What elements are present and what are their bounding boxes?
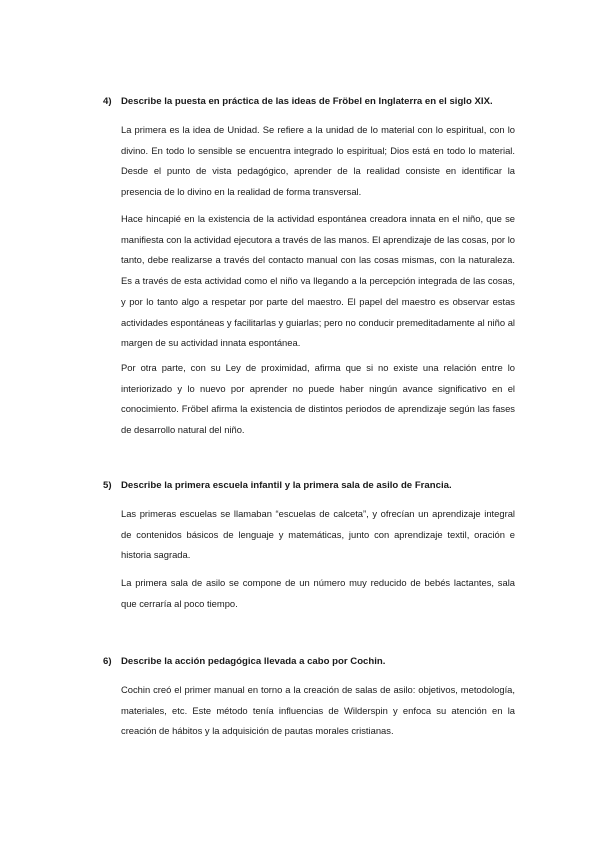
question-4-number: 4) (103, 96, 112, 107)
question-6-title: Describe la acción pedagógica llevada a cabo por Cochin. (121, 656, 386, 667)
question-4-title: Describe la puesta en práctica de las ideas de Fröbel en Inglaterra en el siglo XIX. (121, 96, 493, 107)
question-4-paragraph-1: La primera es la idea de Unidad. Se refiere a la unidad de lo material con lo espiritual, con lo divino. En todo lo sensible se encuentra integrado lo espiritual; Dios está en todo lo material. Desde el punto de vista pedagógico, aprender de la realidad consiste en identificar la presencia de lo divino en la realidad de forma transversal. (121, 124, 515, 198)
question-4-paragraph-2: Hace hincapié en la existencia de la actividad espontánea creadora innata en el niño, que se manifiesta con la actividad ejecutora a través de las manos. El aprendizaje de las cosas, por lo tanto, debe realizarse a través del contacto manual con las cosas mismas, con la naturaleza. Es a través de esta actividad como el niño va llegando a la percepción integrada de las cosas, y por lo tanto algo a respetar por parte del maestro. El papel del maestro es observar estas actividades espontáneas y facilitarlas y guiarlas; pero no conducir premeditadamente al niño al margen de su actividad innata espontánea. (121, 213, 515, 349)
question-5-title: Describe la primera escuela infantil y la primera sala de asilo de Francia. (121, 480, 452, 491)
question-5-paragraph-2: La primera sala de asilo se compone de un número muy reducido de bebés lactantes, sala que cerraría al poco tiempo. (121, 577, 515, 609)
question-5-paragraph-1: Las primeras escuelas se llamaban “escuelas de calceta”, y ofrecían un aprendizaje integral de contenidos básicos de lenguaje y matemáticas, junto con aprendizaje textil, oración e historia sagrada. (121, 508, 515, 561)
question-4-paragraph-3: Por otra parte, con su Ley de proximidad, afirma que si no existe una relación entre lo interiorizado y lo nuevo por aprender no puede haber ningún avance significativo en el conocimiento. Fröbel afirma la existencia de distintos periodos de aprendizaje según las fases de desarrollo natural del niño. (121, 362, 515, 436)
question-5-number: 5) (103, 480, 112, 491)
question-6-number: 6) (103, 656, 112, 667)
question-6-paragraph-1: Cochin creó el primer manual en torno a la creación de salas de asilo: objetivos, metodología, materiales, etc. Este método tenía influencias de Wilderspin y enfoca su atención en la creación de hábitos y la adquisición de pautas morales cristianas. (121, 684, 515, 737)
